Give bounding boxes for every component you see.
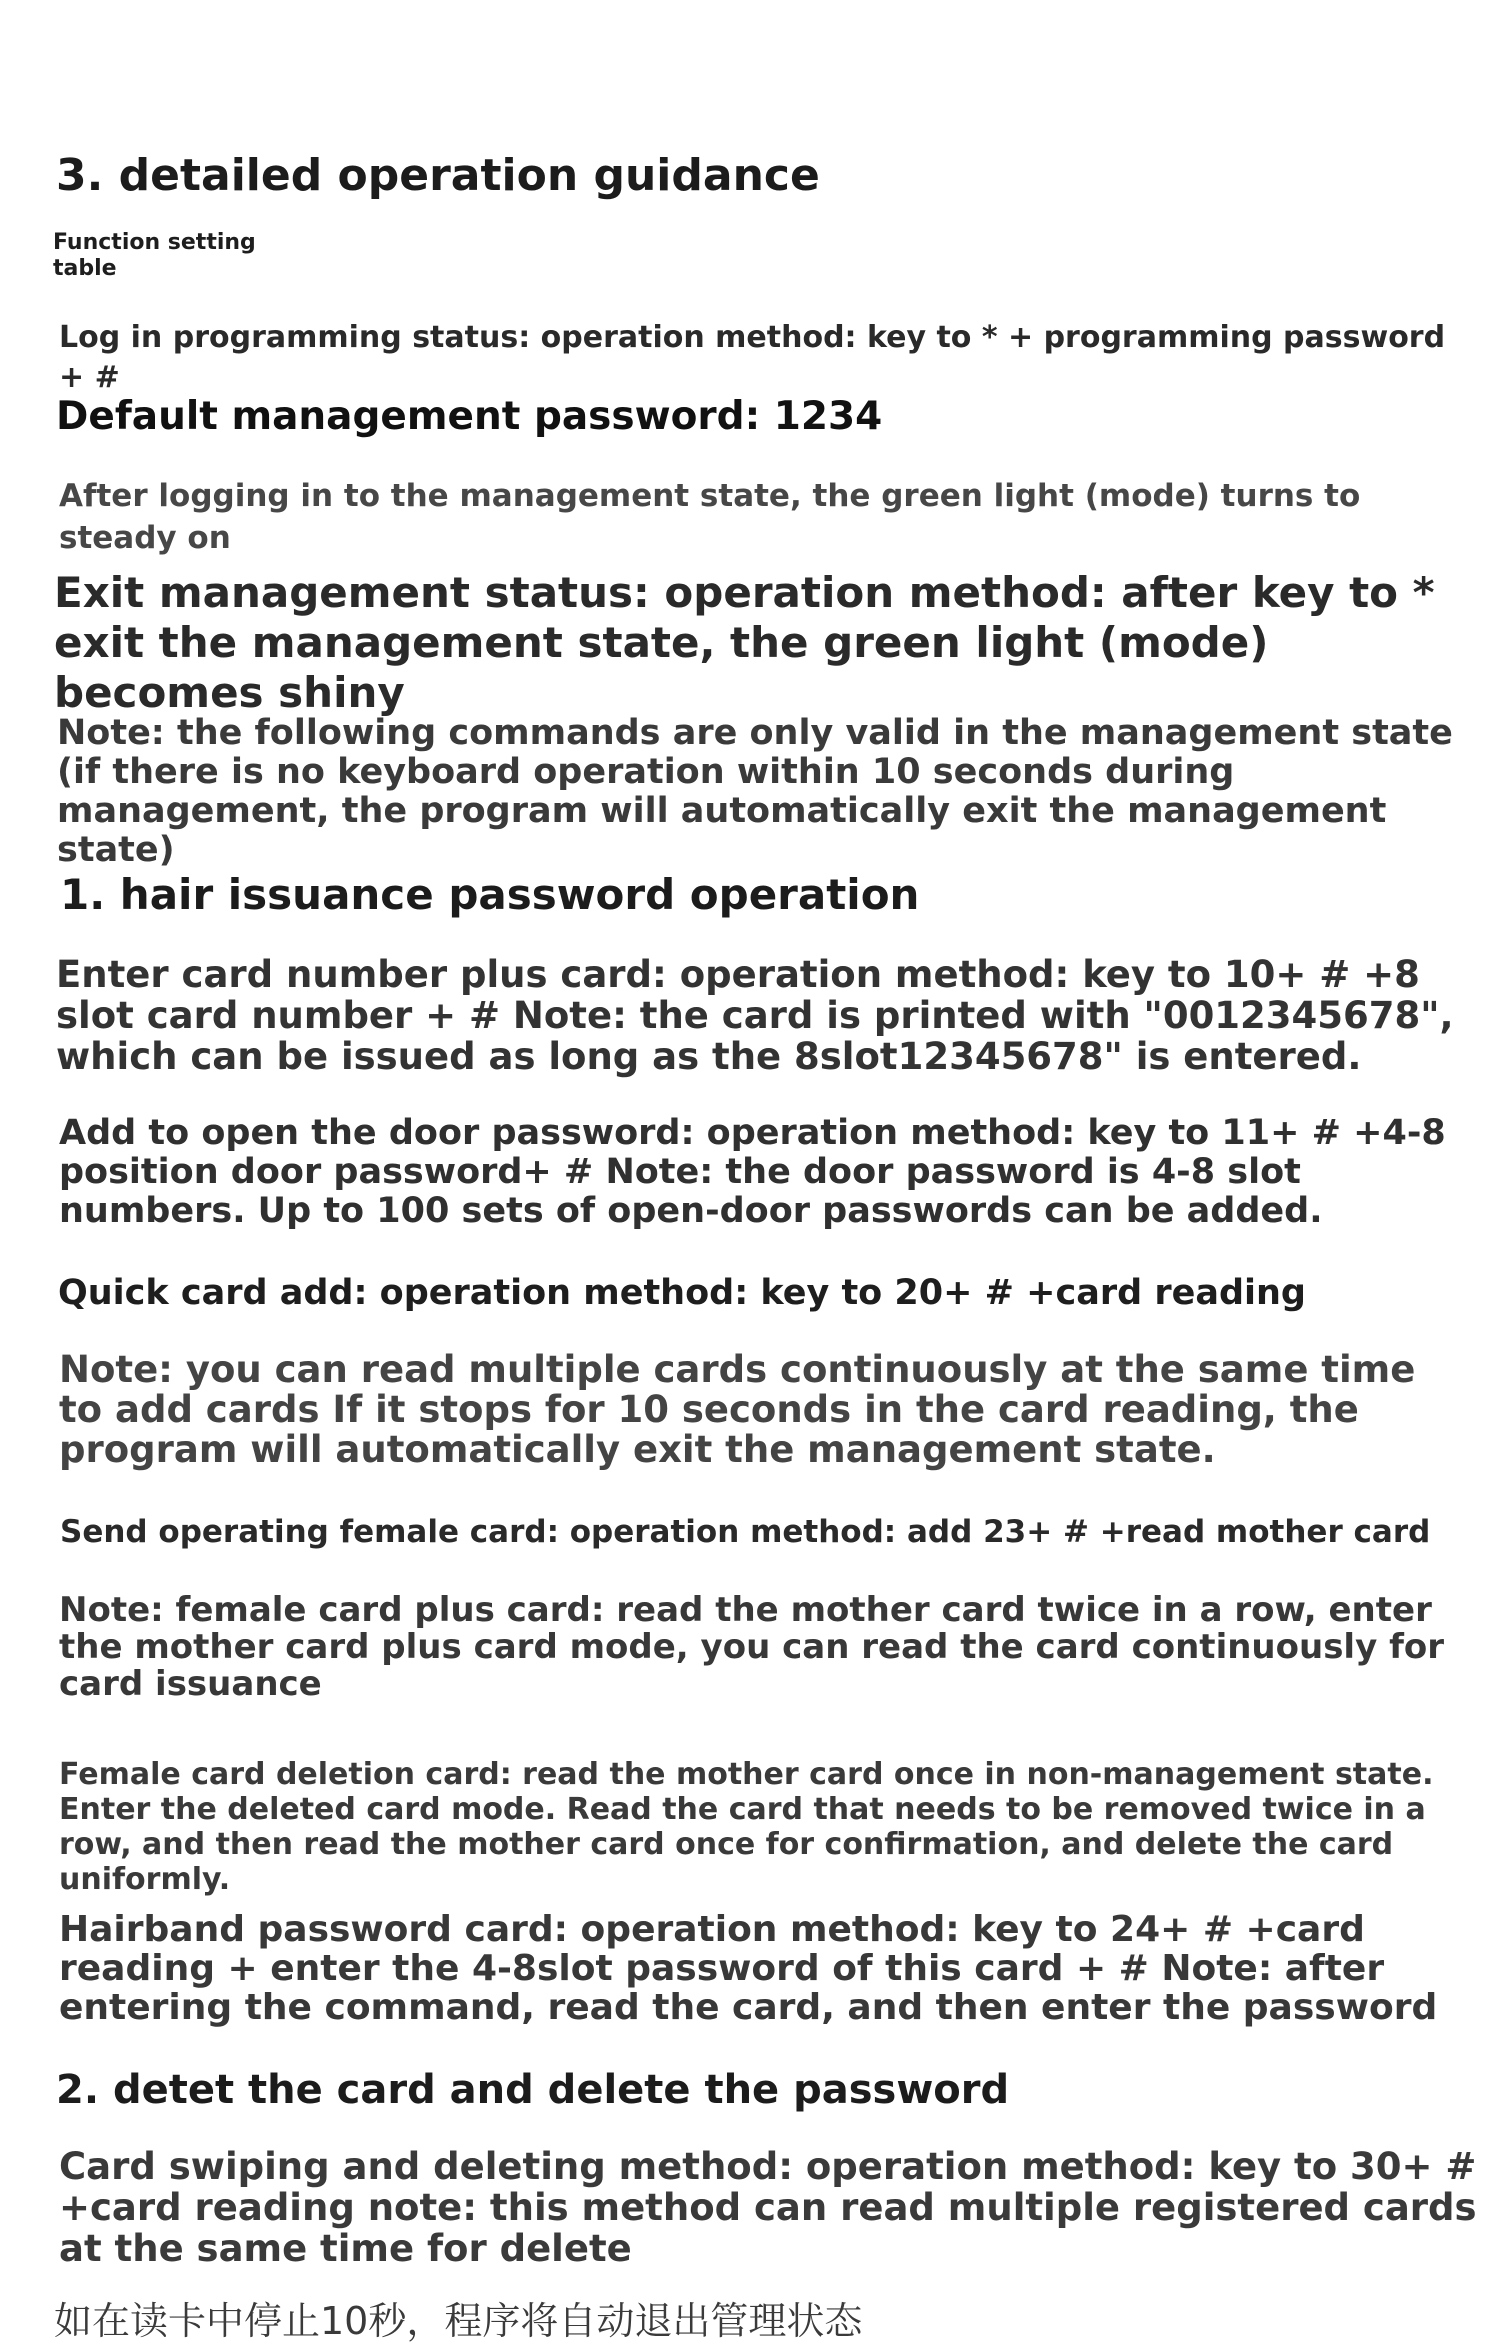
- management-state-note: Note: the following commands are only valid in the management state (if there is no keyboard operation within 10 seconds during management, the program will automatically exit the management state): [57, 713, 1453, 870]
- cut-off-chinese-line: 如在读卡中停止10秒，程序将自动退出管理状态: [54, 2299, 863, 2343]
- page-title: 3. detailed operation guidance: [56, 150, 820, 201]
- section-heading-issuance: 1. hair issuance password operation: [60, 870, 920, 919]
- card-swiping-delete-instruction: Card swiping and deleting method: operation method: key to 30+ # +card reading note: this method can read multiple registered cards at the same time for delete: [59, 2145, 1477, 2270]
- add-door-password-instruction: Add to open the door password: operation method: key to 11+ # +4-8 position door password+ # Note: the door password is 4-8 slot numbers. Up to 100 sets of open-door passwords can be added.: [59, 1113, 1446, 1231]
- section-heading-delete: 2. detet the card and delete the password: [56, 2067, 1010, 2113]
- subtitle-label: Function setting table: [53, 230, 256, 281]
- multiple-cards-note: Note: you can read multiple cards continuously at the same time to add cards If it stops for 10 seconds in the card reading, the program will automatically exit the management state.: [59, 1348, 1416, 1471]
- enter-card-number-instruction: Enter card number plus card: operation method: key to 10+ # +8 slot card number + # Note: the card is printed with "0012345678", which can be issued as long as the 8slot12345678" is entered.: [56, 953, 1454, 1078]
- after-login-note: After logging in to the management state, the green light (mode) turns to steady on: [59, 478, 1361, 556]
- quick-card-add-instruction: Quick card add: operation method: key to 20+ # +card reading: [58, 1273, 1306, 1313]
- female-card-deletion-instruction: Female card deletion card: read the mother card once in non-management state. Enter the deleted card mode. Read the card that needs to be removed twice in a row, and then read the mother card once for confirmation, and delete the card uniformly.: [59, 1757, 1434, 1897]
- default-password-line: Default management password: 1234: [56, 394, 883, 439]
- send-female-card-instruction: Send operating female card: operation method: add 23+ # +read mother card: [60, 1514, 1431, 1550]
- exit-management-instruction: Exit management status: operation method: after key to * exit the management state, the green light (mode) becomes shiny: [54, 568, 1435, 717]
- login-programming-instruction: Log in programming status: operation method: key to * + programming password + #: [59, 320, 1446, 395]
- female-card-note: Note: female card plus card: read the mother card twice in a row, enter the mother card plus card mode, you can read the card continuously for card issuance: [59, 1590, 1445, 1704]
- hairband-password-instruction: Hairband password card: operation method: key to 24+ # +card reading + enter the 4-8slot password of this card + # Note: after entering the command, read the card, and then enter the password: [59, 1909, 1438, 2028]
